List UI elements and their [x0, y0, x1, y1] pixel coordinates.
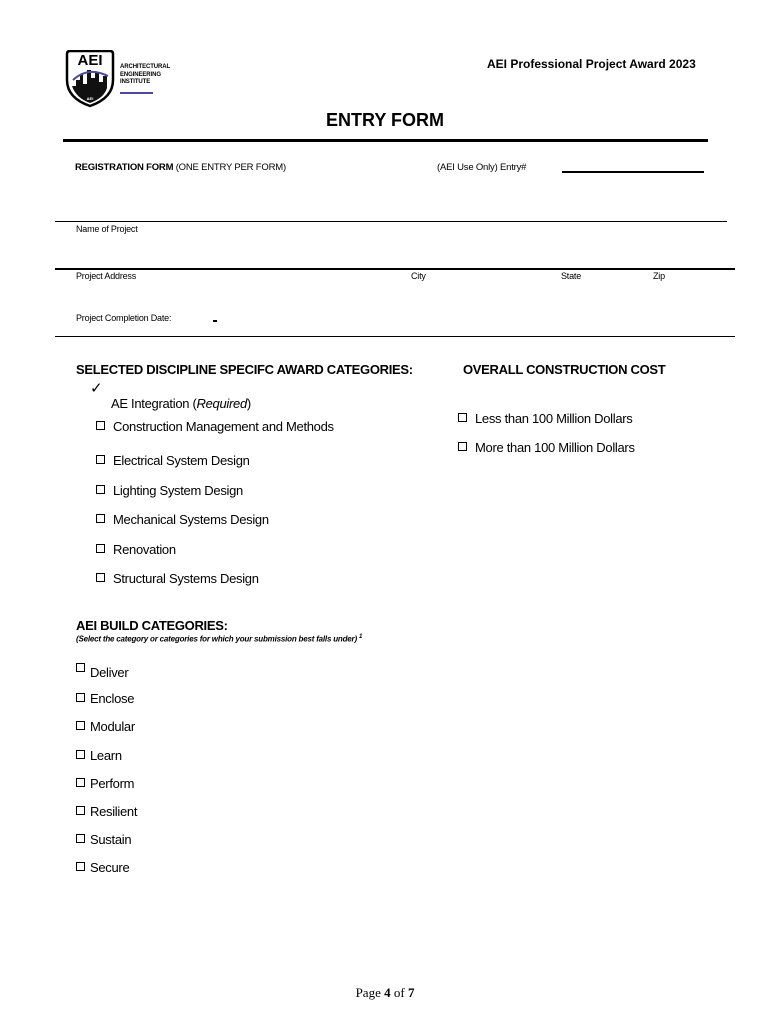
- option-label: Construction Management and Methods: [113, 419, 334, 434]
- page-number: [0, 985, 770, 1001]
- page-total: 7: [407, 985, 415, 1000]
- check-icon: ✓: [90, 380, 103, 397]
- page-prefix: Page: [355, 985, 385, 1000]
- completion-date-label: Project Completion Date:: [76, 313, 172, 323]
- registration-label-rest: (ONE ENTRY PER FORM): [173, 162, 286, 173]
- option-label: Learn: [90, 748, 122, 763]
- option-label: Deliver: [90, 665, 129, 680]
- registration-label: [75, 162, 286, 173]
- discipline-option: [96, 512, 269, 527]
- option-label: More than 100 Million Dollars: [475, 440, 635, 455]
- page-of: of: [390, 985, 408, 1000]
- option-label: Secure: [90, 860, 130, 875]
- option-label: Renovation: [113, 542, 176, 557]
- checkbox[interactable]: [96, 514, 105, 523]
- build-heading: AEI BUILD CATEGORIES:: [76, 618, 228, 633]
- checkbox[interactable]: [96, 573, 105, 582]
- logo-underline: [120, 92, 153, 94]
- checkbox[interactable]: [76, 721, 85, 730]
- option-label: Perform: [90, 776, 135, 791]
- form-title: ENTRY FORM: [325, 110, 444, 130]
- discipline-heading: SELECTED DISCIPLINE SPECIFC AWARD CATEGORIES:: [76, 362, 413, 377]
- checkbox[interactable]: [96, 455, 105, 464]
- option-label: Enclose: [90, 691, 135, 706]
- logo-shield-icon: [64, 50, 120, 108]
- logo-institute-name: [120, 64, 170, 87]
- ae-integration-close: ): [246, 396, 251, 411]
- build-option: [76, 832, 131, 847]
- logo-abbr: AEI: [77, 52, 103, 69]
- name-of-project-field[interactable]: [55, 221, 727, 222]
- build-subheading-text: (Select the category or categories for which your submission best falls under): [76, 634, 357, 644]
- project-address-field[interactable]: [55, 268, 735, 270]
- entry-number-label: (AEI Use Only) Entry#: [437, 162, 527, 173]
- checkbox[interactable]: [458, 413, 467, 422]
- registration-label-bold: REGISTRATION FORM: [75, 162, 174, 173]
- checkbox[interactable]: [76, 750, 85, 759]
- option-label: Resilient: [90, 804, 138, 819]
- build-option: [76, 748, 122, 763]
- checkbox[interactable]: [458, 442, 467, 451]
- section-divider: [55, 336, 735, 337]
- option-label: Sustain: [90, 832, 132, 847]
- build-option: [76, 804, 137, 819]
- ae-integration-option: [111, 396, 251, 411]
- entry-number-field[interactable]: [562, 171, 704, 173]
- name-of-project-label: Name of Project: [76, 224, 138, 234]
- option-label: Less than 100 Million Dollars: [475, 411, 633, 426]
- option-label: Mechanical Systems Design: [113, 512, 269, 527]
- checkbox[interactable]: [96, 485, 105, 494]
- ae-integration-label: AE Integration (: [111, 396, 197, 411]
- cost-heading: OVERALL CONSTRUCTION COST: [463, 362, 666, 377]
- discipline-option: [96, 483, 243, 498]
- checkbox[interactable]: [96, 421, 105, 430]
- award-title: AEI Professional Project Award 2023: [487, 57, 696, 71]
- checkbox[interactable]: [76, 663, 85, 672]
- checkbox[interactable]: [76, 862, 85, 871]
- option-label: Lighting System Design: [113, 483, 243, 498]
- build-option: [76, 663, 128, 680]
- build-option: [76, 691, 134, 706]
- page-current: 4: [384, 985, 391, 1000]
- logo-line: ARCHITECTURAL: [120, 64, 171, 70]
- zip-label: Zip: [653, 271, 665, 281]
- completion-date-field[interactable]: [213, 320, 217, 322]
- checkbox[interactable]: [76, 834, 85, 843]
- logo-line: ENGINEERING: [120, 71, 161, 78]
- required-note: Required: [196, 396, 247, 411]
- build-option: [76, 776, 134, 791]
- checkbox[interactable]: [76, 778, 85, 787]
- option-label: Electrical System Design: [113, 453, 250, 468]
- checkbox[interactable]: [76, 693, 85, 702]
- discipline-option: [96, 542, 176, 557]
- checkbox[interactable]: [96, 544, 105, 553]
- logo-line: INSTITUTE: [120, 79, 151, 85]
- build-option: [76, 860, 129, 875]
- footnote-marker: 1: [358, 634, 363, 640]
- logo-badge: AEI: [86, 96, 94, 101]
- discipline-option: [96, 571, 259, 586]
- option-label: Structural Systems Design: [113, 571, 259, 586]
- city-label: City: [411, 271, 426, 281]
- cost-option: [458, 440, 635, 455]
- build-option: [76, 719, 135, 734]
- checkbox[interactable]: [76, 806, 85, 815]
- discipline-option: [96, 453, 250, 468]
- state-label: State: [561, 271, 582, 281]
- title-divider: [63, 139, 708, 142]
- cost-option: [458, 411, 633, 426]
- option-label: Modular: [90, 719, 135, 734]
- discipline-option: [96, 419, 334, 434]
- project-address-label: Project Address: [76, 271, 137, 281]
- build-subheading: [76, 634, 362, 644]
